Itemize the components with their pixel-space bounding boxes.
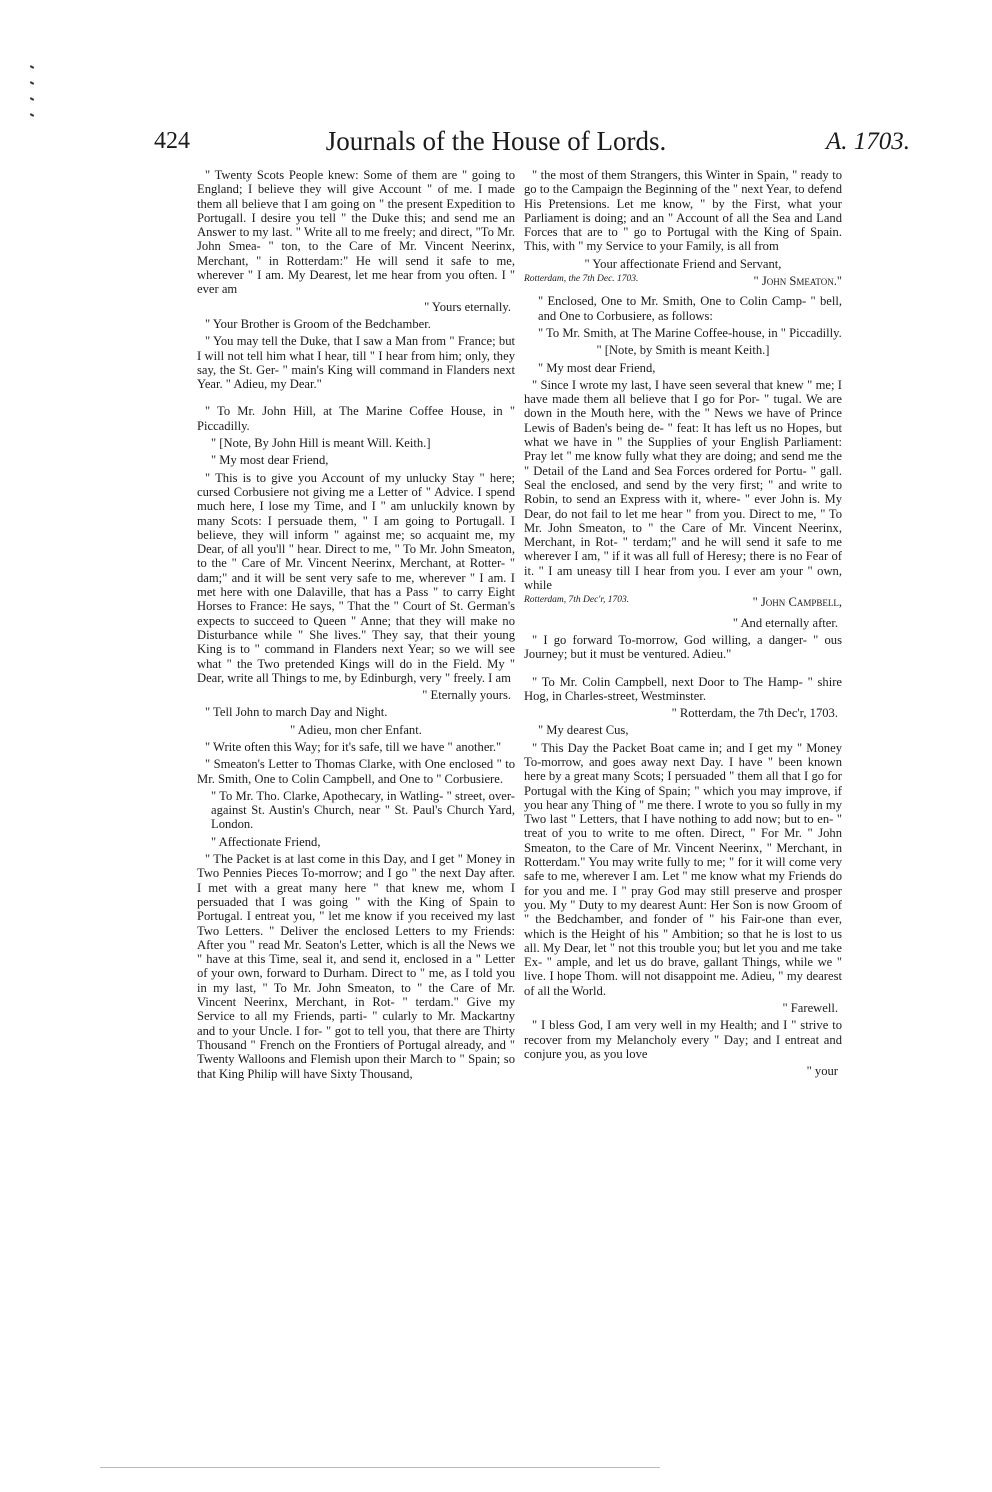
paragraph: " Since I wrote my last, I have seen several that knew " me; I have made them all believe that I go for Por- " tugal. We are down in the Mouth here, with the " News we have of Prince Lewis of Baden's being de- " feat: It has left us no Hopes, but what we have in " the Supplies of your English Parliament: Pray let " me know fully what they are doing; and send me the " Detail of the Land and Sea Forces ordered for Portu- " gall. Seal the enclosed, and send by the very first; " and write to Robin, to send an Express with it, where- " ever John is. My Dear, do not fail to let me hear " from you. Direct to me, " To Mr. John Smeaton, to " the Care of Mr. Vincent Neerinx, Merchant, in Rot- " terdam;" and he will send it safe to me wherever I am, " if it was all full of Heresy; there is no Fear of it. " I am uneasy till I hear from you. I ever am your " own, while	[524, 377, 842, 593]
paragraph: " Your Brother is Groom of the Bedchamber.	[205, 316, 431, 331]
page-year: A. 1703.	[825, 128, 910, 155]
page-title: Journals of the House of Lords.	[325, 126, 667, 156]
indented-line: " My most dear Friend,	[538, 360, 656, 375]
closing-line: " Rotterdam, the 7th Dec'r, 1703.	[671, 706, 838, 721]
indented-line: " [Note, By John Hill is meant Will. Keith.]	[211, 436, 431, 451]
paragraph: " Tell John to march Day and Night.	[205, 705, 388, 720]
paragraph: " To Mr. John Hill, at The Marine Coffee House, in " Piccadilly.	[197, 404, 515, 433]
paragraph: " Smeaton's Letter to Thomas Clarke, with One enclosed " to Mr. Smith, One to Colin Campbell, and One to " Corbusiere.	[197, 757, 515, 786]
signature-name: " John Smeaton."	[753, 274, 842, 289]
indented-line: " To Mr. Smith, at The Marine Coffee-house, in " Piccadilly.	[538, 325, 842, 340]
paragraph: " This is to give you Account of my unlucky Stay " here; cursed Corbusiere not giving me a Letter of " Advice. I spend much here, I lose my Time, and I " am unluckily known by many Scots: I persuade them, " I am going to Portugall. I believe, they will inform " against me; so acquaint me, my Dear, of all you'll " hear. Direct to me, " To Mr. John Smeaton, to the " Care of Mr. Vincent Neerinx, Merchant, at Rotter- " dam;" and it will be sent very safe to me, wherever " I am. I met here with one Dalaville, that has a Pass " to carry Eight Horses to France: He says, " That the " Court of St. German's expects to succeed to Queen " Anne; that they will make no Disturbance while " She lives." They say, that their young King is to " command in Flanders next Year; so we will see what " the Two pretended Kings will do in the Field. My " Dear, write all Things to me, by Edinburgh, very " freely. I am	[197, 470, 515, 685]
paragraph: " I go forward To-morrow, God willing, a danger- " ous Journey; but it must be ventured. Adieu."	[524, 632, 842, 662]
paragraph: " This Day the Packet Boat came in; and I get my " Money To-morrow, and goes away next Day. I have " been known here by a great many Scots; I persuaded " them all that I go for Portugal with the King of Spain; " which you may improve, if you hear any Thing of " me there. I wrote to you so fully in my Two last " Letters, that I have nothing to add now; but to en- " treat of you to write to me often. Direct, " For Mr. " John Smeaton, to the Care of Mr. Vincent Neerinx, " Merchant, in Rotterdam." You may write fully to me; " for it will come very safe to me, wherever I am. Let " me know what my Friends do for you and me. I " pray God may still preserve and prosper you. My " Duty to my dearest Aunt: Her Son is now Groom of " the Bedchamber, and fonder of " his Fair-one than ever, which is the Height of his " Ambition; so that he is lost to us all. My Dear, let " not this trouble you; but let you and me take Ex- " ample, and let us do brave, gallant Things, while we " live. I hope Thom. will not disappoint me. Adieu, " my dearest of all the World.	[524, 740, 842, 998]
closing-line: " Yours eternally.	[424, 299, 511, 314]
indented-line: " Affectionate Friend,	[211, 834, 321, 849]
signature-row	[524, 595, 842, 609]
paragraph: " I bless God, I am very well in my Health; and I " strive to recover from my Melancholy every " Day; and I entreat and conjure you, as you love	[524, 1018, 842, 1061]
paragraph: " Twenty Scots People knew: Some of them are " going to England; I believe they will give Account " of me. I made them all believe that I am going on " the present Expedition to Portugall. I desire you tell " the Duke this; and send me an Answer to my last. " Write all to me freely; and direct, "To Mr. John Smea- " ton, to the Care of Mr. Vincent Neerinx, Merchant, " in Rotterdam:" He will send it safe to me, wherever " I am. My Dearest, let me hear from you often. I " ever am	[197, 168, 515, 297]
signature-row	[524, 274, 842, 288]
paragraph-gap	[524, 665, 842, 675]
indented-line: " My most dear Friend,	[211, 453, 329, 468]
left-column	[197, 168, 515, 1084]
paragraph: " The Packet is at last come in this Day, and I get " Money in Two Pennies Pieces To-morrow; and I go " the next Day after. I met with a great many here " that knew me, whom I persuaded that I was going " with the King of Spain to Portugal. I entreat you, " let me know if you received my last Two Letters. " Deliver the enclosed Letters to my Friends: After you " read Mr. Seaton's Letter, which is all the News we " have at this Time, seal it, and send it, enclosed in a " Letter of your own, forward to Durham. Direct to " me, as I told you in my last, " To Mr. John Smeaton, to " the Care of Mr. Vincent Neerinx, Merchant, in Rot- " terdam." Give my Service to all my Friends, parti- " cularly to Mr. Mackartny and to your Uncle. I for- " got to tell you, that there are Thirty Thousand " French on the Frontiers of Portugal already, and " Twenty Walloons and Flemish upon their March to " Spain; so that King Philip will have Sixty Thousand,	[197, 852, 515, 1081]
closing-line: " And eternally after.	[732, 615, 838, 630]
signature-name: " John Campbell,	[752, 595, 842, 610]
closing-line: " your	[806, 1064, 838, 1079]
closing-line: " Eternally yours.	[422, 688, 511, 703]
indented-line: " My dearest Cus,	[538, 723, 629, 738]
signature-dateline: Rotterdam, the 7th Dec. 1703.	[524, 274, 639, 285]
signature-dateline: Rotterdam, 7th Dec'r, 1703.	[524, 595, 630, 606]
indented-line: " To Mr. Tho. Clarke, Apothecary, in Watling- " street, over-against St. Austin's Church, near " St. Paul's Church Yard, London.	[211, 788, 515, 832]
right-column	[524, 168, 842, 1082]
paragraph-gap	[197, 394, 515, 404]
scan-edge	[100, 1467, 660, 1468]
paragraph: " Write often this Way; for it's safe, till we have " another."	[205, 739, 502, 754]
centered-line: " Your affectionate Friend and Servant,	[584, 256, 782, 271]
page-number: 424	[154, 128, 190, 154]
closing-line: " Farewell.	[782, 1001, 838, 1016]
indented-line: " Enclosed, One to Mr. Smith, One to Colin Camp- " bell, and One to Corbusiere, as follows:	[538, 294, 842, 323]
page-header	[0, 128, 992, 168]
paragraph: " the most of them Strangers, this Winter in Spain, " ready to go to the Campaign the Beginning of the " next Year, to defend His Pretensions. Let me know, " by the First, what your Parliament is doing; and an " Account of all the Sea and Land Forces that are to " go to Portugal with the King of Spain. This, with " my Service to your Family, is all from	[524, 168, 842, 254]
centered-line: " Adieu, mon cher Enfant.	[290, 722, 422, 737]
paragraph: " You may tell the Duke, that I saw a Man from " France; but I will not tell him what I hear, till " I hear from him; only, they say, the St. Ger- " main's King will command in Flanders next Year. " Adieu, my Dear."	[197, 334, 515, 392]
centered-line: " [Note, by Smith is meant Keith.]	[596, 343, 770, 358]
paragraph: " To Mr. Colin Campbell, next Door to The Hamp- " shire Hog, in Charles-street, Westminster.	[524, 674, 842, 703]
